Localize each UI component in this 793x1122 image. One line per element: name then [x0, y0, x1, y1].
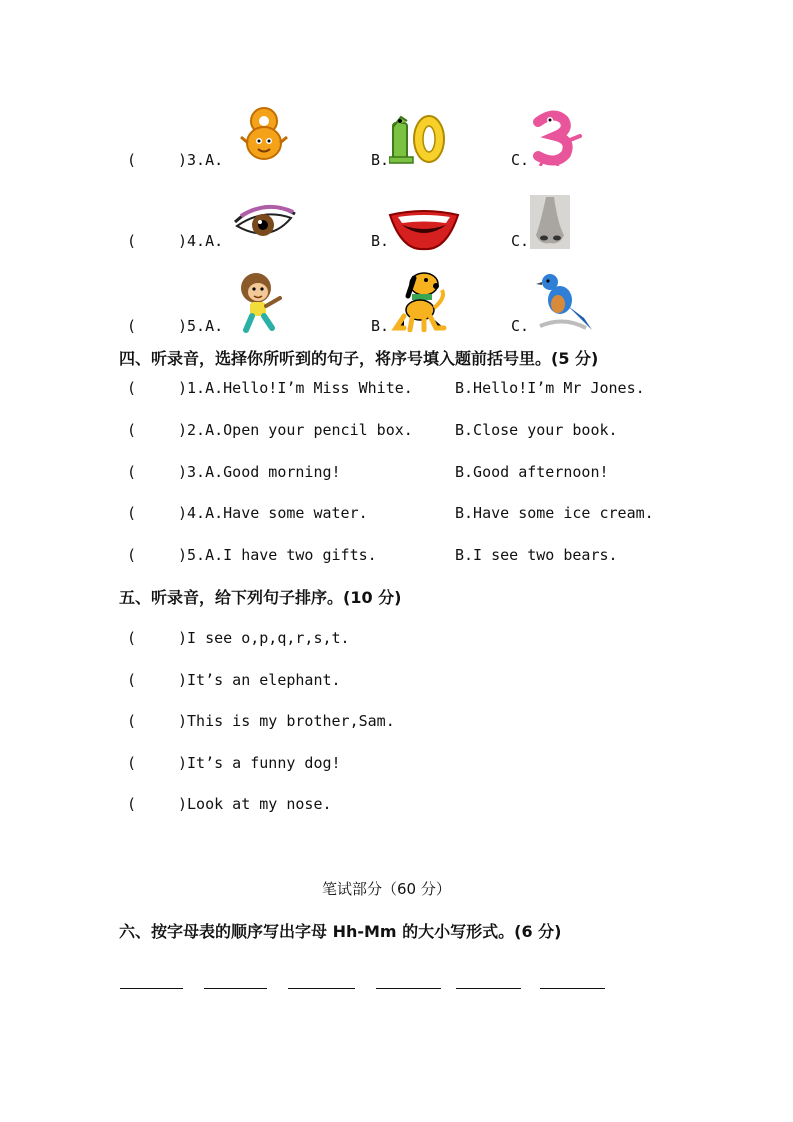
number-8-cartoon-icon: [238, 103, 290, 161]
option-a: )2.A.Open your pencil box.: [178, 421, 413, 439]
answer-paren-open: (: [127, 754, 137, 772]
mouth-icon: [388, 207, 460, 251]
answer-blank[interactable]: [456, 988, 521, 989]
answer-paren-open: (: [127, 795, 137, 813]
answer-blank[interactable]: [376, 988, 441, 989]
sentence: )It’s an elephant.: [178, 671, 341, 689]
sentence: )I see o,p,q,r,s,t.: [178, 629, 350, 647]
answer-blank[interactable]: [540, 988, 605, 989]
option-a: )3.A.Good morning!: [178, 463, 341, 481]
answer-blank[interactable]: [288, 988, 355, 989]
number-3-cartoon-icon: [530, 110, 584, 166]
option-b-label: B.: [371, 317, 390, 335]
bird-icon: [534, 270, 594, 334]
section6-title: 六、按字母表的顺序写出字母 Hh-Mm 的大小写形式。(6 分): [119, 922, 562, 941]
answer-paren-open: (: [127, 151, 137, 169]
section5-title: 五、听录音，给下列句子排序。(10 分): [119, 588, 402, 607]
nose-icon: [530, 195, 570, 249]
sentence: )Look at my nose.: [178, 795, 332, 813]
option-b: B.I see two bears.: [455, 546, 618, 564]
answer-paren-open: (: [127, 504, 137, 522]
option-c-label: C.: [511, 232, 530, 250]
written-part-title: 笔试部分（60 分）: [322, 880, 451, 898]
option-b: B.Close your book.: [455, 421, 618, 439]
sentence: )This is my brother,Sam.: [178, 712, 395, 730]
answer-blank[interactable]: [204, 988, 267, 989]
answer-paren-open: (: [127, 712, 137, 730]
monkey-icon: [232, 270, 288, 334]
option-a: )4.A.Have some water.: [178, 504, 368, 522]
dog-icon: [390, 268, 450, 332]
answer-paren-open: (: [127, 546, 137, 564]
option-c-label: C.: [511, 317, 530, 335]
answer-paren-open: (: [127, 232, 137, 250]
option-b-label: B.: [371, 232, 390, 250]
sentence: )It’s a funny dog!: [178, 754, 341, 772]
answer-paren-open: (: [127, 317, 137, 335]
option-b: B.Good afternoon!: [455, 463, 609, 481]
answer-paren-open: (: [127, 421, 137, 439]
answer-paren-open: (: [127, 463, 137, 481]
question-number: )4.A.: [178, 232, 224, 250]
option-b-label: B.: [371, 151, 390, 169]
answer-paren-open: (: [127, 629, 137, 647]
answer-paren-open: (: [127, 379, 137, 397]
number-10-cartoon-icon: [389, 113, 447, 165]
option-b: B.Hello!I’m Mr Jones.: [455, 379, 645, 397]
option-b: B.Have some ice cream.: [455, 504, 654, 522]
answer-blank[interactable]: [120, 988, 183, 989]
option-a: )1.A.Hello!I’m Miss White.: [178, 379, 413, 397]
eye-icon: [233, 192, 297, 246]
question-number: )3.A.: [178, 151, 224, 169]
section4-title: 四、听录音，选择你所听到的句子，将序号填入题前括号里。(5 分): [119, 349, 599, 368]
answer-paren-open: (: [127, 671, 137, 689]
option-a: )5.A.I have two gifts.: [178, 546, 377, 564]
question-number: )5.A.: [178, 317, 224, 335]
option-c-label: C.: [511, 151, 530, 169]
